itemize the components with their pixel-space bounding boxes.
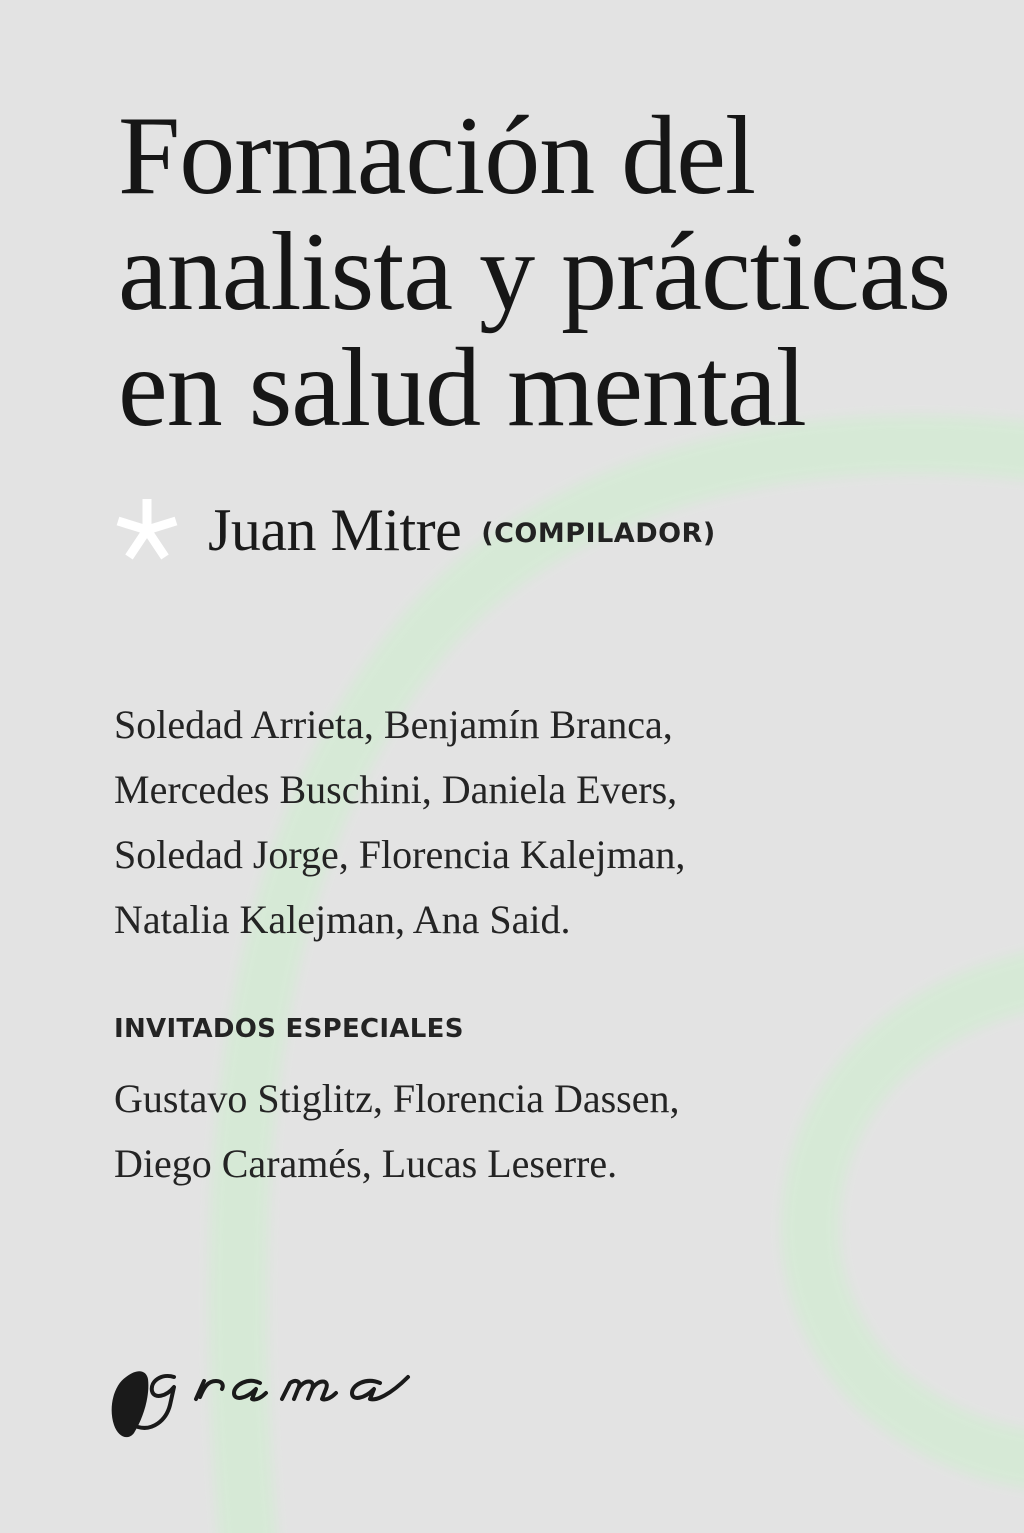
author-role: (COMPILADOR) [481, 517, 716, 549]
contributors-line: Soledad Jorge, Florencia Kalejman, [114, 832, 686, 877]
contributors-line: Natalia Kalejman, Ana Said. [114, 897, 571, 942]
special-guests-line: Gustavo Stiglitz, Florencia Dassen, [114, 1076, 680, 1121]
contributors-line: Soledad Arrieta, Benjamín Branca, [114, 702, 673, 747]
book-title-line-1: Formación del [118, 94, 756, 218]
grama-logo-icon [104, 1355, 414, 1445]
special-guests-list [114, 1066, 814, 1196]
book-title [118, 94, 998, 450]
special-guests-heading: INVITADOS ESPECIALES [114, 1014, 464, 1044]
book-title-line-3: en salud mental [118, 326, 806, 450]
special-guests-line: Diego Caramés, Lucas Leserre. [114, 1141, 618, 1186]
author-name: Juan Mitre [208, 496, 462, 563]
contributors-list [114, 692, 814, 952]
contributors-line: Mercedes Buschini, Daniela Evers, [114, 767, 678, 812]
author-row [112, 488, 716, 572]
asterisk-icon [112, 495, 182, 565]
book-title-line-2: analista y prácticas [118, 210, 951, 334]
